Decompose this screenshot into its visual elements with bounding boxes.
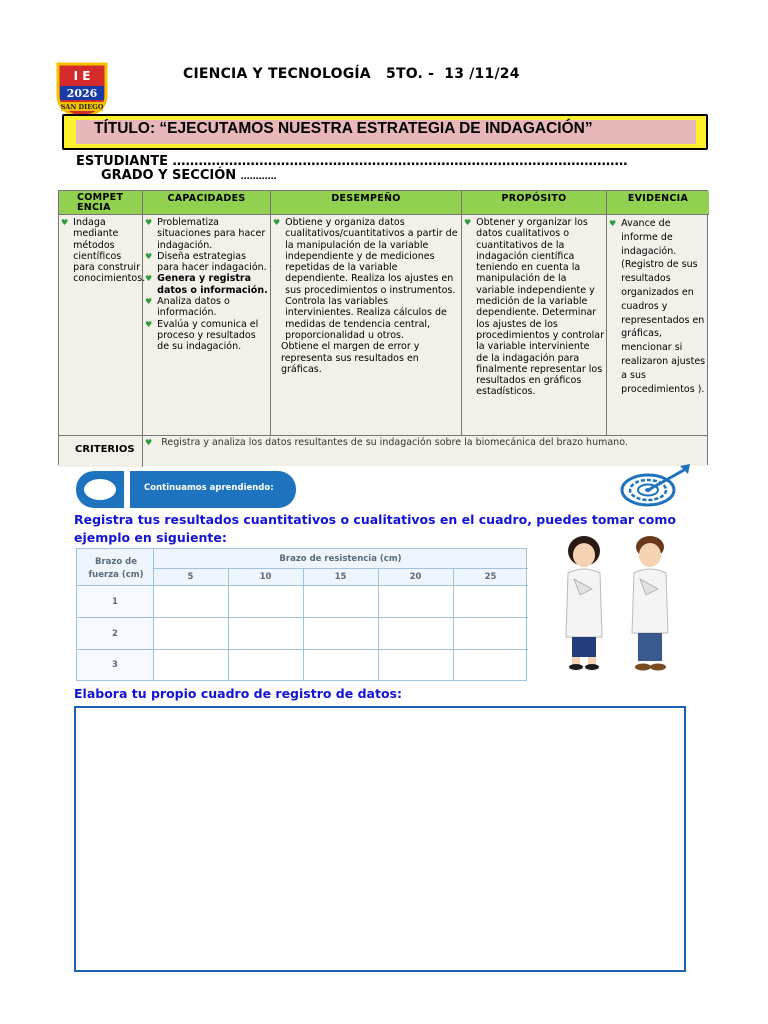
heart-bullet-icon: ♥ (145, 274, 153, 284)
desempeno-cell (271, 215, 461, 375)
desempeno-text: Obtiene y organiza datos cualitativos/cuantitativos a partir de la manipulación de la variable independiente y de mediciones repetidas de la variable dependiente. Realiza los ajustes en sus procedimientos o instrumentos. Controla las variables intervinientes. Realiza cálculos de medidas de tendencia central, proporcionalidad u otros. (285, 217, 458, 341)
target-arrow-icon (620, 462, 692, 508)
instruction-elabora: Elabora tu propio cuadro de registro de datos: (74, 686, 402, 701)
criterios-text: Registra y analiza los datos resultantes de su indagación sobre la biomecánica del brazo humano. (161, 437, 628, 448)
row-label: 2 (112, 629, 118, 639)
proposito-cell (462, 215, 606, 398)
scientist-students-illustration (552, 533, 684, 673)
column-header: 15 (334, 572, 347, 582)
column-header: 10 (259, 572, 272, 582)
grado-line (101, 168, 277, 183)
col-capacidades (143, 191, 271, 464)
col-evidencia (607, 191, 709, 464)
logo-place: SAN DIEGO (60, 103, 104, 111)
table-vline (303, 568, 304, 681)
table-vline (378, 568, 379, 681)
capacidad-item (145, 217, 268, 251)
own-table-answer-box[interactable] (74, 706, 686, 972)
criterios-label: CRITERIOS (59, 436, 143, 467)
criterios-cell (145, 437, 628, 448)
heart-bullet-icon: ♥ (145, 438, 153, 447)
heart-bullet-icon: ♥ (145, 251, 153, 261)
capacidad-text: Analiza datos o información. (157, 296, 230, 319)
capacidad-item (145, 296, 268, 319)
list-item (609, 217, 707, 396)
banner-divider (124, 471, 130, 508)
table-vline (453, 568, 454, 681)
capacidad-item (145, 273, 268, 296)
competencia-text: Indaga mediante métodos científicos para construir conocimientos. (73, 217, 146, 285)
logo-letters: I E (73, 69, 91, 83)
session-title-box (62, 114, 708, 150)
evidencia-text: Avance de informe de indagación. (Registro de sus resultados organizados en cuadros y representados en gráficas, mencionar si realizaron ajustes a sus procedimientos ). (621, 218, 706, 395)
instruction-registra: Registra tus resultados cuantitativos o cualitativos en el cuadro, puedes tomar como ejemplo en siguiente: (74, 512, 677, 545)
header-competencia: COMPET ENCIA (59, 191, 142, 215)
column-header: 5 (187, 572, 194, 582)
evidencia-cell (607, 215, 709, 396)
capacidad-item (145, 251, 268, 274)
heart-bullet-icon: ♥ (145, 218, 153, 227)
capacidad-text: Diseña estrategias para hacer indagación. (157, 250, 267, 274)
heart-bullet-icon: ♥ (145, 319, 153, 329)
capacidades-cell (143, 215, 270, 353)
row-label: 1 (112, 597, 118, 607)
header-capacidades: CAPACIDADES (143, 191, 270, 215)
table-vline (228, 568, 229, 681)
heart-bullet-icon: ♥ (61, 218, 69, 227)
column-header: 25 (484, 572, 497, 582)
continue-learning-banner (76, 471, 296, 508)
header-proposito: PROPÓSITO (462, 191, 606, 215)
heart-bullet-icon: ♥ (273, 218, 281, 227)
column-header: 20 (409, 572, 422, 582)
rubric-table (58, 190, 708, 465)
heart-bullet-icon: ♥ (609, 219, 617, 228)
capacidad-item (145, 319, 268, 353)
row-label: 3 (112, 660, 118, 670)
group-header-label: Brazo de resistencia (cm) (279, 554, 402, 564)
header-evidencia: EVIDENCIA (607, 191, 709, 215)
table-hline (153, 568, 528, 569)
school-logo (52, 58, 112, 120)
logo-year: 2026 (66, 87, 98, 100)
course-header: CIENCIA Y TECNOLOGÍA 5TO. - 13 /11/24 (183, 66, 520, 82)
criterios-row (59, 435, 707, 466)
desempeno-text-2: Obtiene el margen de error y representa sus resultados en gráficas. (281, 341, 420, 375)
header-desempeno: DESEMPEÑO (271, 191, 461, 215)
capacidad-text: Evalúa y comunica el proceso y resultados de su indagación. (157, 318, 259, 353)
student-label: ESTUDIANTE (76, 154, 173, 169)
list-item (273, 217, 459, 341)
banner-circle-icon (84, 479, 116, 500)
col-competencia (59, 191, 146, 464)
row-header-label: Brazo de fuerza (cm) (88, 557, 144, 580)
heart-bullet-icon: ♥ (464, 218, 472, 227)
grado-dots: ………… (240, 172, 277, 182)
list-item (61, 217, 146, 285)
proposito-text: Obtener y organizar los datos cualitativos o cuantitativos de la indagación científica teniendo en cuenta la manipulación de la variable independiente y medición de la variable dependiente. Determinar los ajustes de los procedimientos y controlar la variable interviniente de la indagación para finalmente representar los resultados en gráficos estadísticos. (476, 217, 605, 398)
col-proposito (462, 191, 607, 464)
capacidad-text: Genera y registra datos o información. (157, 273, 268, 296)
banner-label: Continuamos aprendiendo: (144, 483, 274, 493)
grado-label: GRADO Y SECCIÓN (101, 168, 241, 183)
competencia-cell (59, 215, 146, 285)
student-dots: …………………………………………………………………………………………… (172, 154, 628, 169)
example-data-table (76, 548, 527, 681)
col-desempeno (271, 191, 462, 464)
heart-bullet-icon: ♥ (145, 297, 153, 307)
capacidad-text: Problematiza situaciones para hacer indagación. (157, 217, 266, 251)
list-item (464, 217, 604, 398)
session-title: TÍTULO: “EJECUTAMOS NUESTRA ESTRATEGIA DE INDAGACIÓN” (94, 120, 593, 137)
student-line (76, 154, 628, 169)
